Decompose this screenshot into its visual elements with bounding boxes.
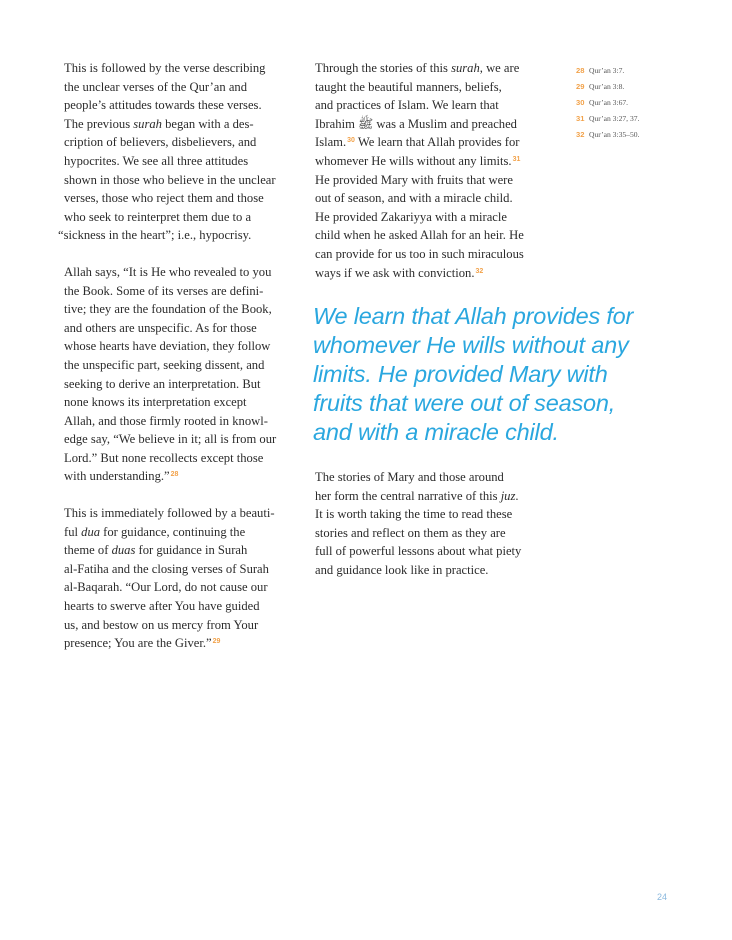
left-column xyxy=(58,59,296,653)
footnote-marker[interactable]: 31 xyxy=(512,155,521,163)
paragraph: Through the stories of this surah, we are taught the beautiful manners, beliefs, and practices of Islam. We learn that Ibrahim ﷺ was a Muslim and preached Islam.$^{30}$ We learn that Allah provides for whomever He wills without any limits.$^{31}$ He provided Mary with fruits that were out of season, and with a miracle child. He provided Zakariyya with a miracle child when he asked Allah for an heir. He can provide for us too in such miraculous ways if we ask with conviction.$^{32}$ xyxy=(315,61,524,280)
footnote-item: 31 Qur’an 3:27, 37. xyxy=(576,114,640,123)
footnote-marker[interactable]: 28 xyxy=(170,471,179,479)
footnote-item: 30 Qur’an 3:67. xyxy=(576,98,629,107)
paragraph: The stories of Mary and those around her form the central narrative of this juz. It is worth taking the time to read these stories and reflect on them as they are full of powerful lessons about what piety and guidance look like in practice. xyxy=(315,470,522,577)
page-number: 24 xyxy=(657,892,668,902)
footnote-marker[interactable]: 29 xyxy=(212,638,221,646)
middle-column xyxy=(315,59,547,282)
footnote-item: 29 Qur’an 3:8. xyxy=(576,82,625,91)
paragraph: This is followed by the verse describing the unclear verses of the Qur’an and people’s attitudes towards these verses. The previous surah began with a des- cription of believers, disbelievers, and hypocrites. We see all three attitudes shown in those who believe in the unclear verses, those who reject them and those who seek to reinterpret them due to a “sickness in the heart”; i.e., hypocrisy. xyxy=(58,61,276,243)
footnote-marker[interactable]: 30 xyxy=(347,137,355,145)
pull-quote: We learn that Allah provides for whomever He wills without any limits. He provided Mary with fruits that were out of season, and with a miracle child. xyxy=(313,303,634,445)
footnote-item: 28 Qur’an 3:7. xyxy=(576,66,625,75)
footnotes-list xyxy=(576,63,686,143)
paragraph: Allah says, “It is He who revealed to you the Book. Some of its verses are defini- tive; they are the foundation of the Book, and others are unspecific. As for those whose hearts have deviation, they follow the unspecific part, seeking dissent, and seeking to derive an interpretation. But none knows its interpretation except Allah, and those firmly rooted in knowl- edge say, “We believe in it; all is from our Lord.” But none recollects except those with understanding.”$^{28}$ xyxy=(64,264,277,484)
footnote-item: 32 Qur’an 3:35–50. xyxy=(576,130,640,139)
footnote-marker[interactable]: 32 xyxy=(475,267,484,275)
paragraph: This is immediately followed by a beauti- ful dua for guidance, continuing the theme of duas for guidance in Surah al-Fatiha and the closing verses of Surah al-Baqarah. “Our Lord, do not cause our hearts to swerve after You have guided us, and bestow on us mercy from Your presence; You are the Giver.”$^{29}$ xyxy=(64,506,275,651)
middle-column-lower xyxy=(315,468,547,580)
